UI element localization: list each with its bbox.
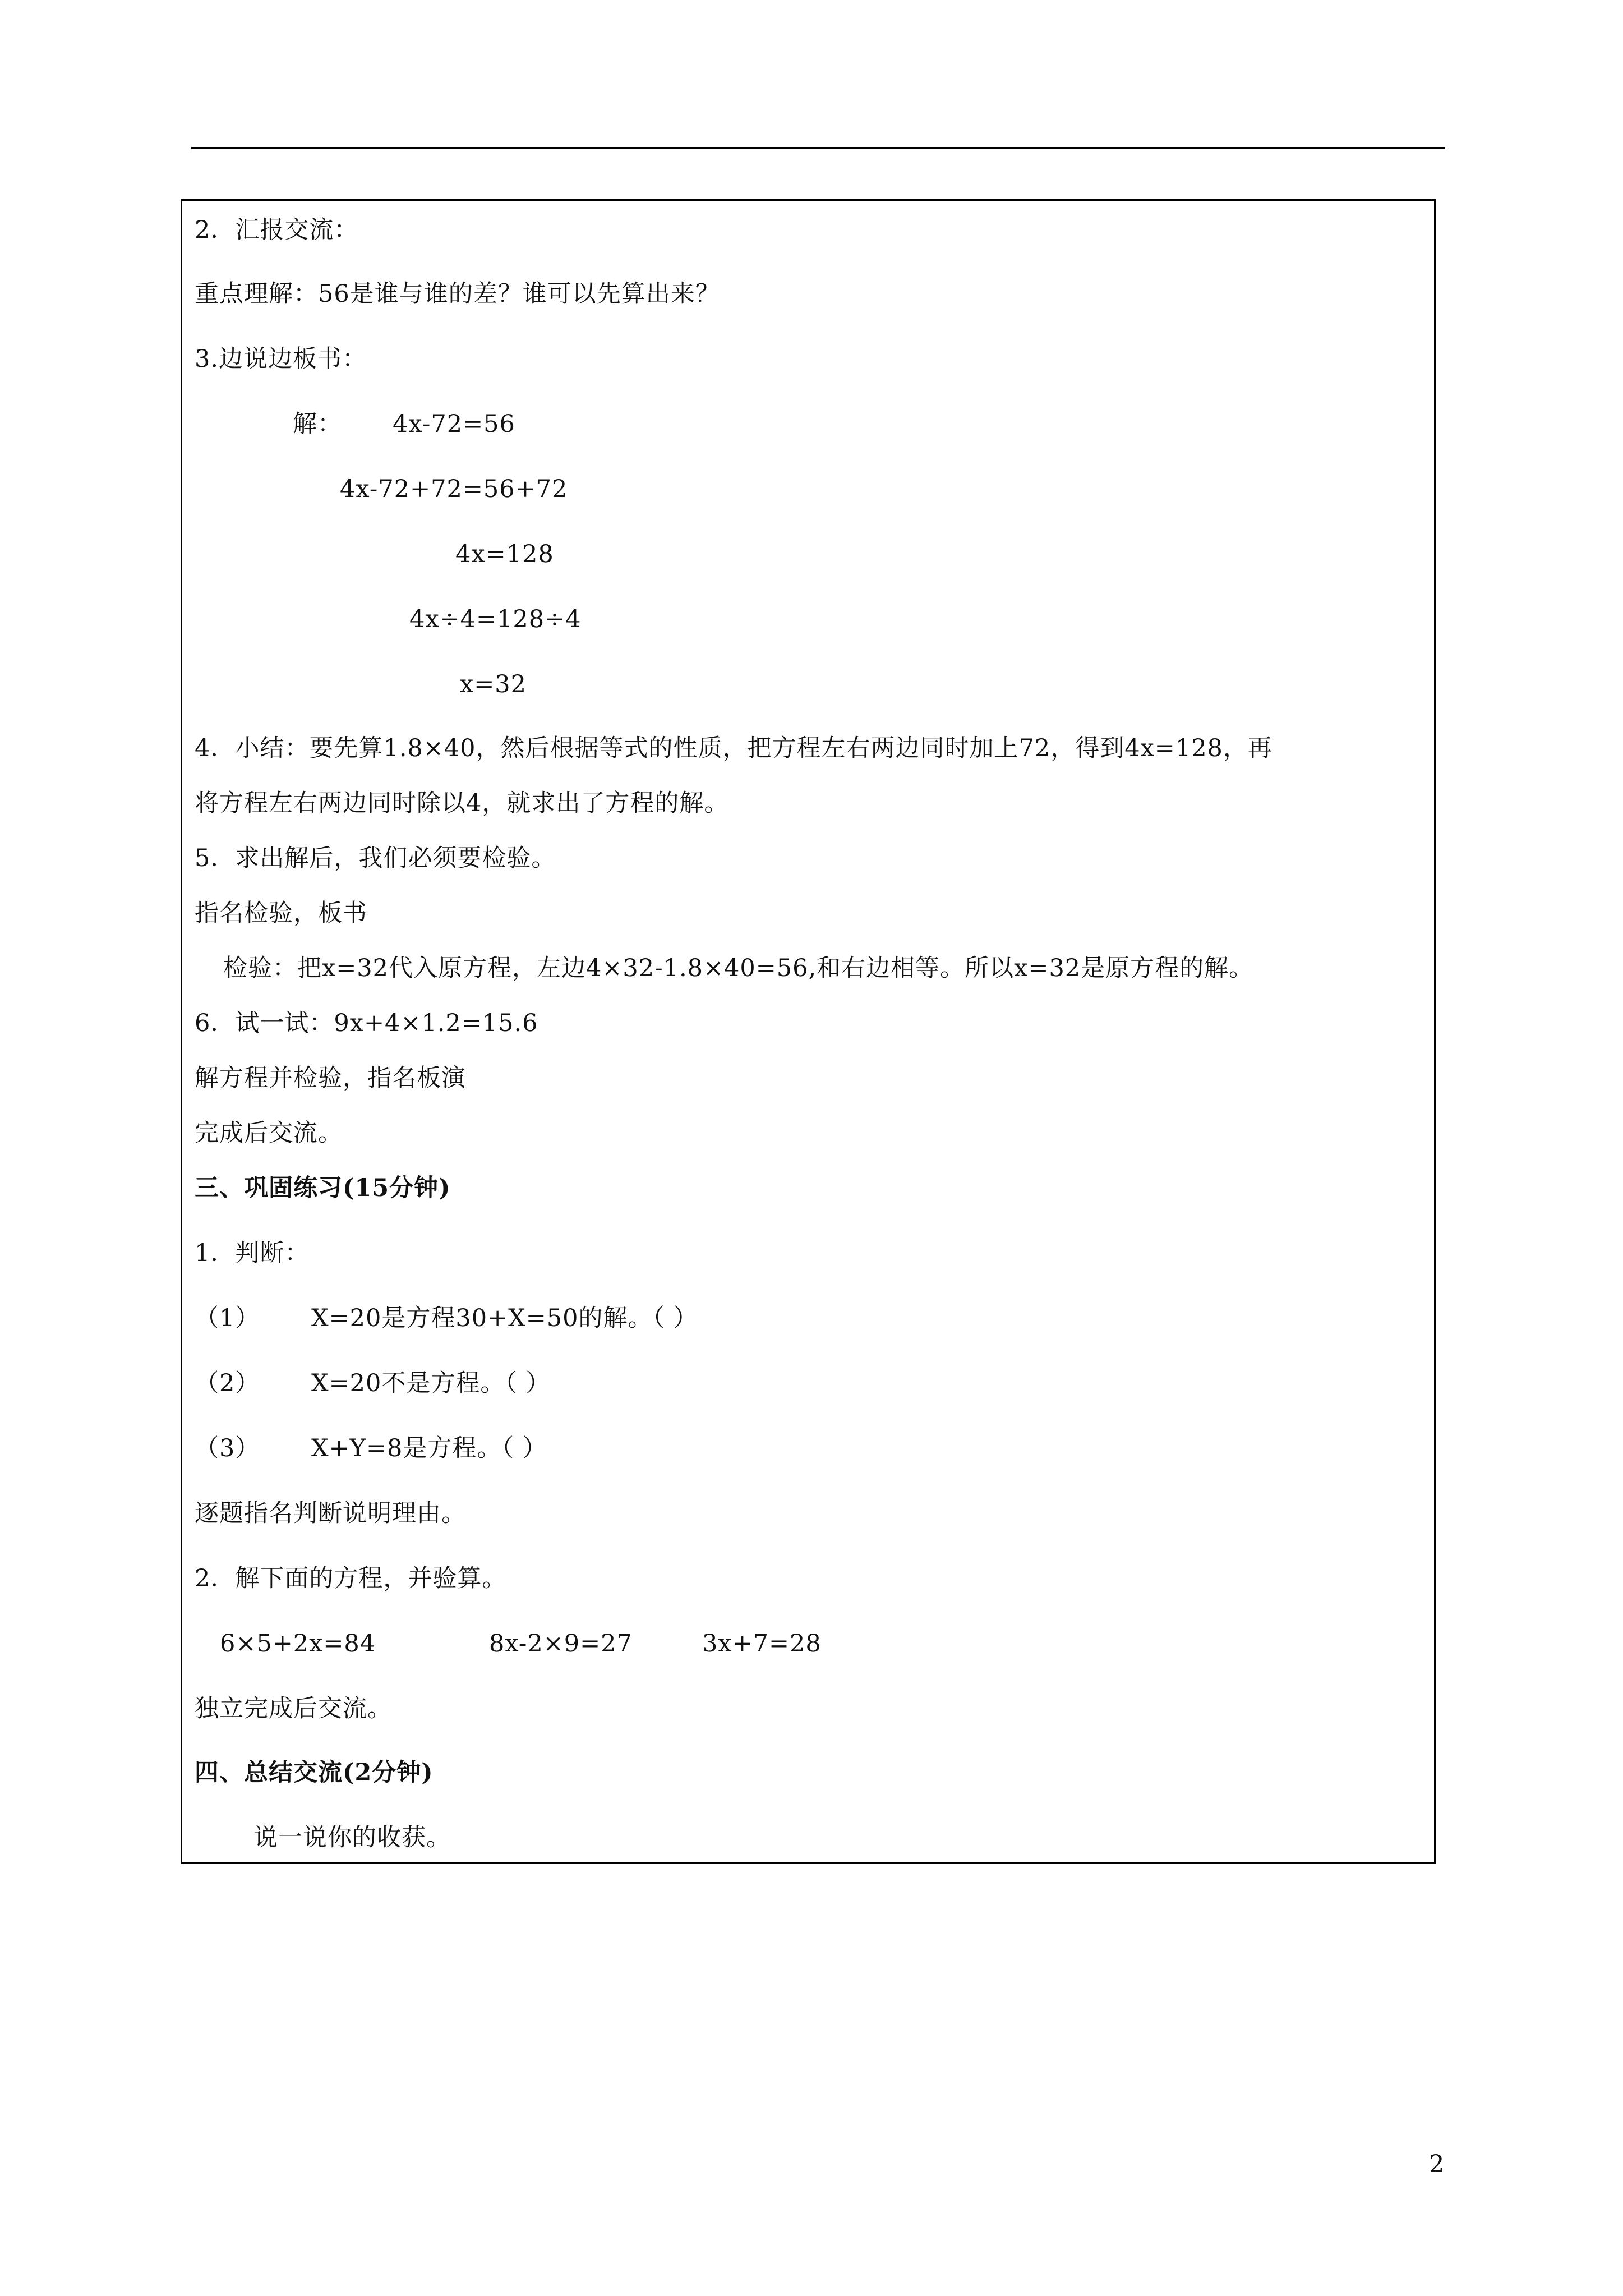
header-rule (191, 147, 1445, 149)
exercise-equation-1: 6×5+2x=84 (220, 1630, 376, 1658)
verification-line: 检验：把x=32代入原方程，左边4×32-1.8×40=56,和右边相等。所以x=32是原方程的解。 (223, 954, 1254, 982)
judge-item-3-text: X+Y=8是方程。（ ） (311, 1434, 547, 1462)
try-it-line: 6．试一试：9x+4×1.2=15.6 (195, 1009, 538, 1037)
section-heading-summary: 四、总结交流(2分钟) (195, 1759, 434, 1787)
verify-board-line: 指名检验，板书 (195, 899, 367, 927)
report-exchange-line: 2．汇报交流： (195, 216, 359, 244)
equation-step-2: 4x-72+72=56+72 (340, 475, 568, 503)
share-harvest-line: 说一说你的收获。 (253, 1824, 451, 1852)
equation-step-4: 4x÷4=128÷4 (409, 605, 582, 633)
equation-step-3: 4x=128 (455, 540, 554, 568)
page-number: 2 (1429, 2150, 1445, 2178)
judge-item-2-text: X=20不是方程。（ ） (311, 1369, 551, 1397)
exchange-after-line: 完成后交流。 (195, 1119, 343, 1147)
equation-step-5: x=32 (460, 670, 527, 698)
judge-item-3-number: （3） (195, 1434, 260, 1462)
judge-heading: 1．判断： (195, 1239, 310, 1267)
solve-check-line: 解方程并检验，指名板演 (195, 1064, 466, 1092)
board-writing-line: 3.边说边板书： (195, 345, 367, 373)
exercise-equation-3: 3x+7=28 (702, 1630, 822, 1658)
summary-line-1: 4．小结：要先算1.8×40，然后根据等式的性质，把方程左右两边同时加上72，得到4x=128，再 (195, 734, 1272, 762)
section-heading-practice: 三、巩固练习(15分钟) (195, 1174, 451, 1202)
summary-line-2: 将方程左右两边同时除以4，就求出了方程的解。 (195, 789, 729, 817)
solution-label: 解： (293, 410, 342, 438)
judge-item-1-text: X=20是方程30+X=50的解。（ ） (311, 1304, 698, 1332)
solve-task-line: 2．解下面的方程，并验算。 (195, 1565, 507, 1593)
independent-work-line: 独立完成后交流。 (195, 1695, 392, 1723)
key-understanding-line: 重点理解：56是谁与谁的差？谁可以先算出来？ (195, 280, 720, 308)
equation-step-1: 4x-72=56 (393, 410, 515, 438)
judge-reason-line: 逐题指名判断说明理由。 (195, 1499, 466, 1527)
exercise-equation-2: 8x-2×9=27 (489, 1630, 633, 1658)
verify-intro-line: 5．求出解后，我们必须要检验。 (195, 844, 556, 872)
judge-item-1-number: （1） (195, 1304, 260, 1332)
judge-item-2-number: （2） (195, 1369, 260, 1397)
